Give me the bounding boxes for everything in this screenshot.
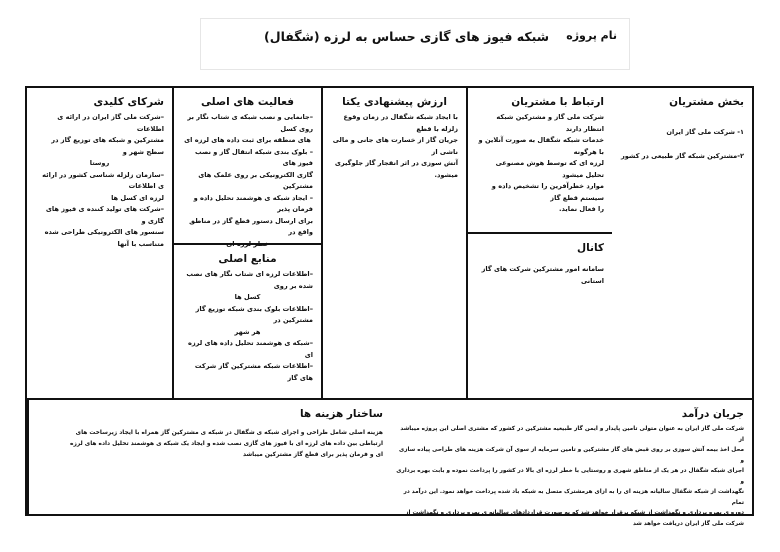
relationship-line: را فعال نماید. <box>558 205 604 214</box>
revenue-line: نگهداشت از شبکه شگفال سالیانه هزینه ای را به ازای هرمشترک متصل به شبکه باد شده پرداخت خواهد نمود. این درآمد در تمام <box>403 489 744 506</box>
value-line: آتش سوزی در اثر انفجار گاز جلوگیری میشود. <box>334 159 458 179</box>
resource-line: کسل ها <box>234 293 261 302</box>
partner-line: –شرکت های تولید کننده ی فیوز های گازی و <box>45 205 164 225</box>
resource-line: –شبکه ی هوشمند تحلیل داده های لرزه ای <box>187 339 313 359</box>
channels-title: کانال <box>576 242 604 254</box>
cost-structure-cell <box>27 398 391 514</box>
revenue-line: دوره ی بهره برداری و نگهداشت از شبکه برقرار خواهد شد که به صورت قراردادهای سالیانه ی بهره برداری و نگهداشت از <box>405 510 744 517</box>
project-name-label: نام پروژه <box>566 29 617 42</box>
revenue-line: محل اخذ بیمه آتش سوزی بر روی قبض های گاز مشترکین و تامین سرمایه از سوی آن شرکت هزینه های طراحی پیاده سازی و <box>399 447 744 464</box>
channels-cell <box>466 234 612 398</box>
customer-segments-title: بخش مشتریان <box>669 96 744 108</box>
value-line: با ایجاد شبکه شگفال در زمان وقوع زلزله با قطع <box>343 113 458 133</box>
activity-line: های منطقه برای ثبت داده های لرزه ای <box>184 136 311 145</box>
cost-structure-title: ساختار هزینه ها <box>299 408 383 420</box>
activity-line: خطر لرزه ای <box>226 239 269 248</box>
activity-line: – بلوک بندی شبکه انتقال گاز و نصب فیوز های <box>195 147 313 168</box>
revenue-line: شرکت ملی گاز ایران دریافت خواهد شد <box>632 520 744 527</box>
resource-line: –اطلاعات بلوک بندی شبکه توزیع گاز مشترکین در <box>195 304 313 325</box>
activity-line: – ایجاد شبکه ی هوشمند تحلیل داده و فرمان پذیر <box>193 193 313 214</box>
revenue-line: شرکت ملی گاز ایران به عنوان متولی تامین پایدار و ایمن گاز طبیعیه مشترکین در کشور که مشتری اصلی این پروژه میباشد از <box>400 426 744 443</box>
relationship-line: موارد خطرآفرین را تشخیص داده و سیستم قطع گاز <box>491 182 604 202</box>
cost-line: ارتباطی بین داده های لرزه ای با فیوز های گازی نصب شده و ایجاد یک شبکه ی هوشمند تحلیل داده های لرزه <box>70 440 383 447</box>
partner-line: روستا <box>89 159 110 168</box>
key-resources-cell <box>172 245 321 398</box>
activity-line: گازی الکترونیکی بر روی علمک های مشترکین <box>198 170 313 191</box>
revenue-line: اجرای شبکه شگفال در هر یک از مناطق شهری و روستایی با خطر لرزه ای بالا در کشور را پرداخت نموده و بابت بهره برداری و <box>396 468 744 485</box>
value-line: جریان گاز از خسارت های جانی و مالی ناشی از <box>332 136 458 156</box>
revenue-streams-title: جریان درآمد <box>681 408 744 420</box>
value-propositions-title: ارزش پیشنهادی یکتا <box>342 96 447 108</box>
customer-segments-cell <box>610 88 752 398</box>
cost-line: ای و فرمان پذیر برای قطع گاز مشترکین میباشد <box>242 451 383 458</box>
customer-segment-line: ۲-مشترکین شبکه گاز طبیعی در کشور <box>620 152 744 161</box>
key-resources-title: منابع اصلی <box>218 253 277 265</box>
project-header <box>200 18 630 70</box>
partner-line: –شرکت ملی گاز ایران در ارائه ی اطلاعات <box>57 113 164 133</box>
partner-line: مشترکین و شبکه های توزیع گاز در سطح شهر و <box>51 136 164 156</box>
key-activities-title: فعالیت های اصلی <box>201 96 294 108</box>
cost-line: هزینه اصلی شامل طراحی و اجرای شبکه ی شگفال در شبکه ی مشترکین گاز همراه با ایجاد زیرساخت های <box>75 430 383 436</box>
relationship-line: لرزه ای که توسط هوش مصنوعی تحلیل میشود <box>495 159 604 179</box>
key-activities-cell <box>172 88 321 248</box>
partner-line: سنسور های الکترونیکی طراحی شده متناسب با آنها <box>44 228 164 248</box>
resource-line: –اطلاعات لرزه ای شتاب نگار های نصب شده بر روی <box>186 270 313 290</box>
revenue-streams-cell <box>387 398 752 527</box>
business-model-canvas <box>25 86 754 527</box>
key-partners-title: شرکای کلیدی <box>93 96 164 108</box>
activity-line: –جانمایی و نصب شبکه ی شتاب نگار بر روی کسل <box>187 113 313 133</box>
partner-line: لرزه ای کسل ها <box>111 193 164 202</box>
relationship-line: خدمات شبکه شگفال به صورت آنلاین و با هرگونه <box>478 136 604 156</box>
customer-relationships-title: ارتباط با مشتریان <box>511 96 604 108</box>
customer-relationships-cell <box>466 88 612 234</box>
channel-line: سامانه امور مشترکین شرکت های گاز استانی <box>481 265 604 285</box>
project-title: شبکه فیوز های گازی حساس به لرزه (شگفال) <box>264 29 549 44</box>
resource-line: هر شهر <box>234 327 261 336</box>
relationship-line: شرکت ملی گاز و مشترکین شبکه انتظار دارند <box>496 113 604 133</box>
key-partners-cell <box>27 88 172 398</box>
value-propositions-cell <box>321 88 466 398</box>
customer-segment-line: ۱- شرکت ملی گاز ایران <box>666 128 744 136</box>
partner-line: –سازمان زلزله شناسی کشور در ارائه ی اطلاعات <box>42 170 164 191</box>
resource-line: –اطلاعات شبکه مشترکین گاز شرکت های گاز <box>194 362 313 382</box>
activity-line: برای ارسال دستور قطع گاز در مناطق واقع در <box>189 216 313 237</box>
